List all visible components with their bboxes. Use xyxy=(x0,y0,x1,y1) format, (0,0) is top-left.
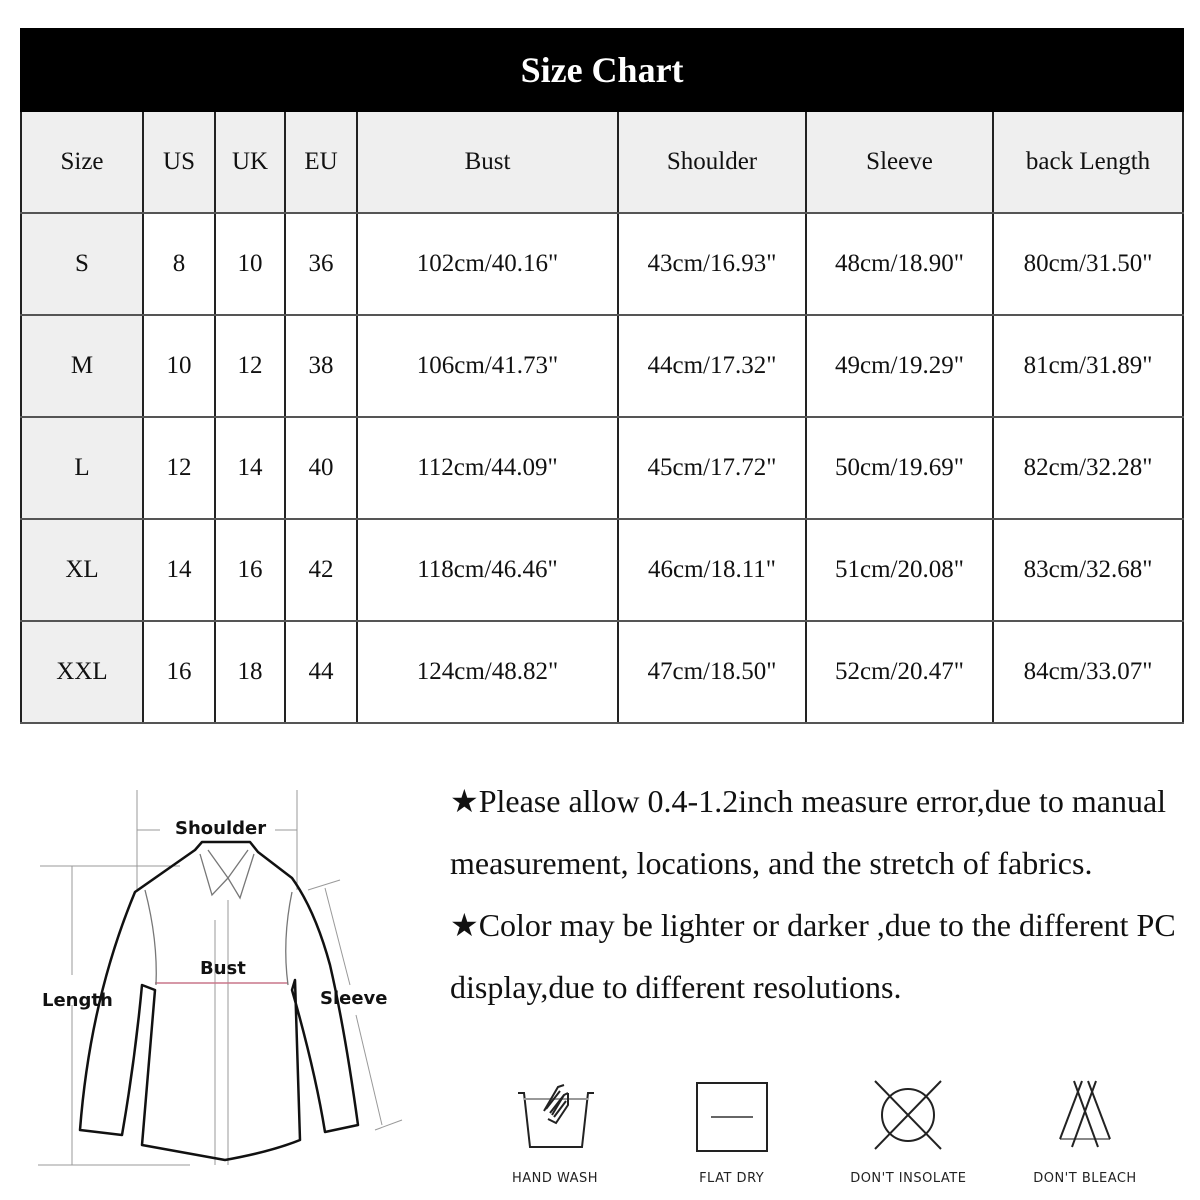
length-label: Length xyxy=(42,990,113,1011)
back-length-cell: 80cm/31.50" xyxy=(993,213,1183,315)
sleeve-label: Sleeve xyxy=(320,988,388,1009)
care-item-hand-wash xyxy=(480,1075,630,1186)
uk-cell: 16 xyxy=(215,519,285,621)
uk-cell: 10 xyxy=(215,213,285,315)
table-row xyxy=(21,519,1183,621)
shoulder-cell: 44cm/17.32" xyxy=(618,315,806,417)
bust-cell: 118cm/46.46" xyxy=(357,519,618,621)
shoulder-label: Shoulder xyxy=(175,818,267,839)
sleeve-cell: 49cm/19.29" xyxy=(806,315,993,417)
shirt-outline-icon xyxy=(30,780,430,1190)
care-instructions xyxy=(480,1075,1160,1186)
care-label: DON'T BLEACH xyxy=(1033,1171,1137,1186)
shoulder-cell: 43cm/16.93" xyxy=(618,213,806,315)
flat-dry-icon xyxy=(687,1075,777,1155)
care-label: DON'T INSOLATE xyxy=(850,1171,967,1186)
hand-wash-icon xyxy=(510,1075,600,1155)
sleeve-cell: 52cm/20.47" xyxy=(806,621,993,723)
header-eu: EU xyxy=(285,111,357,213)
dont-insolate-icon xyxy=(863,1075,953,1155)
us-cell: 16 xyxy=(143,621,215,723)
us-cell: 14 xyxy=(143,519,215,621)
table-row xyxy=(21,417,1183,519)
shoulder-cell: 47cm/18.50" xyxy=(618,621,806,723)
shirt-measurement-diagram xyxy=(30,780,430,1190)
table-row xyxy=(21,213,1183,315)
table-row xyxy=(21,315,1183,417)
us-cell: 12 xyxy=(143,417,215,519)
us-cell: 10 xyxy=(143,315,215,417)
header-uk: UK xyxy=(215,111,285,213)
uk-cell: 12 xyxy=(215,315,285,417)
header-sleeve: Sleeve xyxy=(806,111,993,213)
back-length-cell: 81cm/31.89" xyxy=(993,315,1183,417)
table-row xyxy=(21,621,1183,723)
sleeve-cell: 51cm/20.08" xyxy=(806,519,993,621)
back-length-cell: 82cm/32.28" xyxy=(993,417,1183,519)
care-label: HAND WASH xyxy=(511,1171,599,1186)
us-cell: 8 xyxy=(143,213,215,315)
uk-cell: 18 xyxy=(215,621,285,723)
care-item-dont-insolate xyxy=(833,1075,983,1186)
measurement-notes xyxy=(450,770,1190,1018)
table-title: Size Chart xyxy=(21,29,1183,111)
bust-label: Bust xyxy=(200,958,246,979)
shoulder-cell: 45cm/17.72" xyxy=(618,417,806,519)
header-row xyxy=(21,111,1183,213)
size-cell: S xyxy=(21,213,143,315)
care-label: FLAT DRY xyxy=(699,1171,765,1186)
size-cell: L xyxy=(21,417,143,519)
eu-cell: 42 xyxy=(285,519,357,621)
sleeve-cell: 50cm/19.69" xyxy=(806,417,993,519)
header-us: US xyxy=(143,111,215,213)
header-bust: Bust xyxy=(357,111,618,213)
note-color-variance: ★Color may be lighter or darker ,due to the different PC display,due to different resolutions. xyxy=(450,907,1176,1005)
eu-cell: 38 xyxy=(285,315,357,417)
eu-cell: 36 xyxy=(285,213,357,315)
bust-cell: 124cm/48.82" xyxy=(357,621,618,723)
uk-cell: 14 xyxy=(215,417,285,519)
eu-cell: 40 xyxy=(285,417,357,519)
care-item-dont-bleach xyxy=(1010,1075,1160,1186)
back-length-cell: 83cm/32.68" xyxy=(993,519,1183,621)
size-cell: XL xyxy=(21,519,143,621)
eu-cell: 44 xyxy=(285,621,357,723)
sleeve-cell: 48cm/18.90" xyxy=(806,213,993,315)
dont-bleach-icon xyxy=(1040,1075,1130,1155)
header-back-length: back Length xyxy=(993,111,1183,213)
size-chart-table xyxy=(20,28,1184,724)
size-cell: XXL xyxy=(21,621,143,723)
care-item-flat-dry xyxy=(657,1075,807,1186)
back-length-cell: 84cm/33.07" xyxy=(993,621,1183,723)
header-shoulder: Shoulder xyxy=(618,111,806,213)
shoulder-cell: 46cm/18.11" xyxy=(618,519,806,621)
bust-cell: 112cm/44.09" xyxy=(357,417,618,519)
bust-cell: 102cm/40.16" xyxy=(357,213,618,315)
bust-cell: 106cm/41.73" xyxy=(357,315,618,417)
header-size: Size xyxy=(21,111,143,213)
note-measure-error: ★Please allow 0.4-1.2inch measure error,due to manual measurement, locations, and the stretch of fabrics. xyxy=(450,783,1167,881)
size-cell: M xyxy=(21,315,143,417)
